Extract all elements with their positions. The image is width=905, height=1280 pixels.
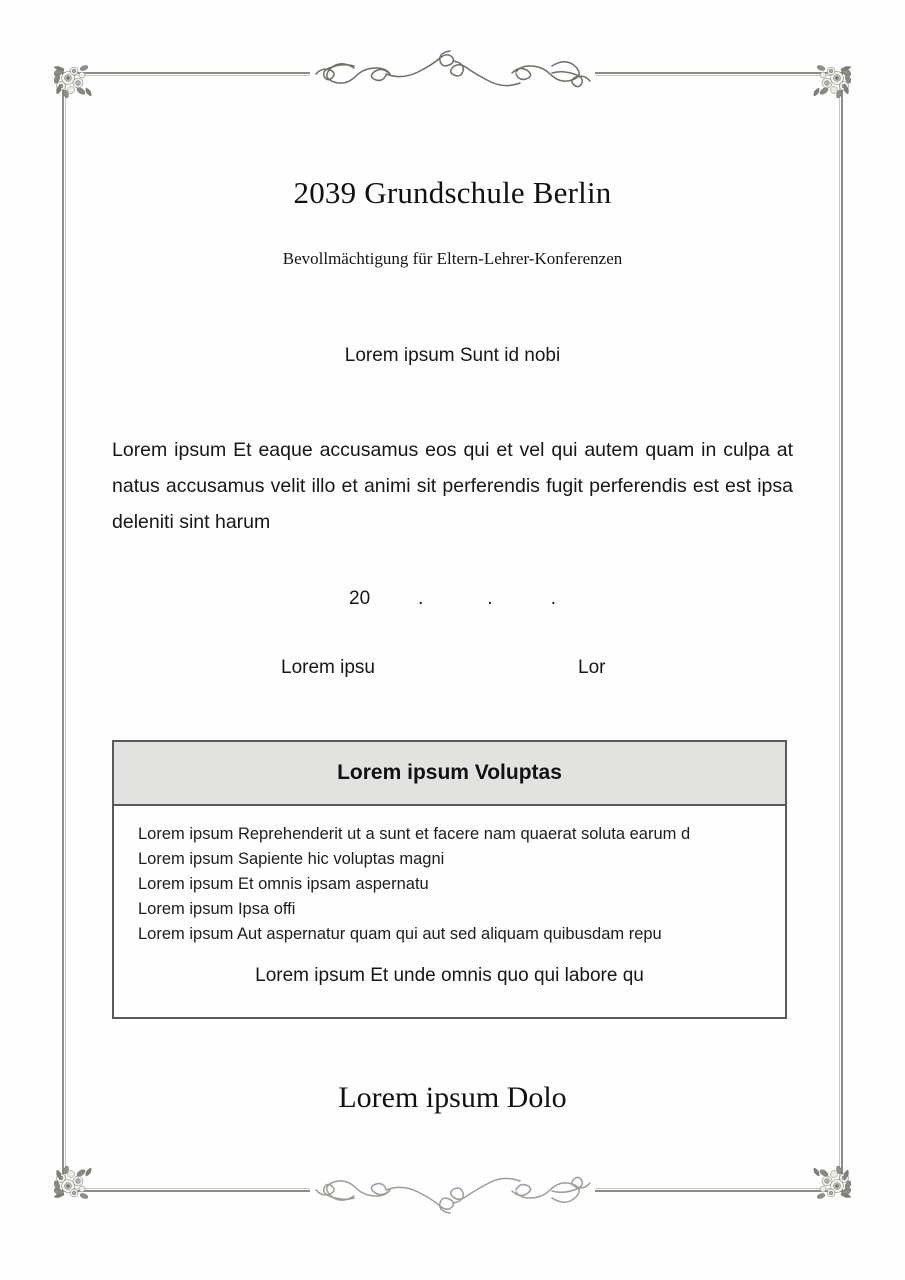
recipient-line: Lorem ipsum Sunt id nobi — [344, 345, 561, 366]
calligraphic-scroll-flourish-icon — [308, 1170, 598, 1214]
info-table-body — [114, 806, 785, 1017]
frame-bottom-right-outer-rule — [595, 1190, 843, 1192]
page-title: 2039 Grundschule Berlin — [293, 175, 612, 210]
document-content — [112, 72, 793, 1115]
date-separator-2: . — [487, 588, 493, 609]
signature-right-label: Lor — [578, 657, 606, 678]
info-table-header: Lorem ipsum Voluptas — [114, 742, 785, 806]
floral-corner-ornament-icon — [48, 1152, 102, 1206]
page-footer: Lorem ipsum Dolo — [338, 1081, 567, 1114]
table-row: Lorem ipsum Reprehenderit ut a sunt et facere nam quaerat soluta earum d — [138, 825, 691, 843]
body-paragraph: Lorem ipsum Et eaque accusamus eos qui et vel qui autem quam in culpa at natus accusamus velit illo et animi sit perferendis fugit perferendis est est ipsa deleniti sint harum — [112, 439, 793, 533]
floral-corner-ornament-icon — [803, 58, 857, 112]
signature-left-label: Lorem ipsu — [281, 657, 375, 678]
frame-right-inner-rule — [839, 72, 840, 1192]
page-subtitle: Bevollmächtigung für Eltern-Lehrer-Konferenzen — [282, 249, 623, 268]
frame-left-inner-rule — [65, 72, 66, 1192]
info-table-footnote: Lorem ipsum Et unde omnis quo qui labore qu — [255, 965, 644, 986]
frame-bottom-left-inner-rule — [62, 1188, 310, 1189]
table-row: Lorem ipsum Et omnis ipsam aspernatu — [138, 875, 429, 893]
table-row: Lorem ipsum Sapiente hic voluptas magni — [138, 850, 445, 868]
floral-corner-ornament-icon — [48, 58, 102, 112]
frame-right-outer-rule — [841, 72, 843, 1192]
frame-bottom-right-inner-rule — [595, 1188, 843, 1189]
table-row: Lorem ipsum Aut aspernatur quam qui aut sed aliquam quibusdam repu — [138, 925, 662, 943]
date-year-prefix: 20 — [349, 588, 371, 609]
date-separator-1: . — [418, 588, 424, 609]
signature-line — [112, 657, 793, 683]
info-table — [112, 740, 787, 1019]
date-line — [112, 588, 793, 610]
floral-corner-ornament-icon — [803, 1152, 857, 1206]
table-row: Lorem ipsum Ipsa offi — [138, 900, 296, 918]
date-separator-3: . — [550, 588, 556, 609]
frame-bottom-left-outer-rule — [62, 1190, 310, 1192]
frame-left-outer-rule — [62, 72, 64, 1192]
